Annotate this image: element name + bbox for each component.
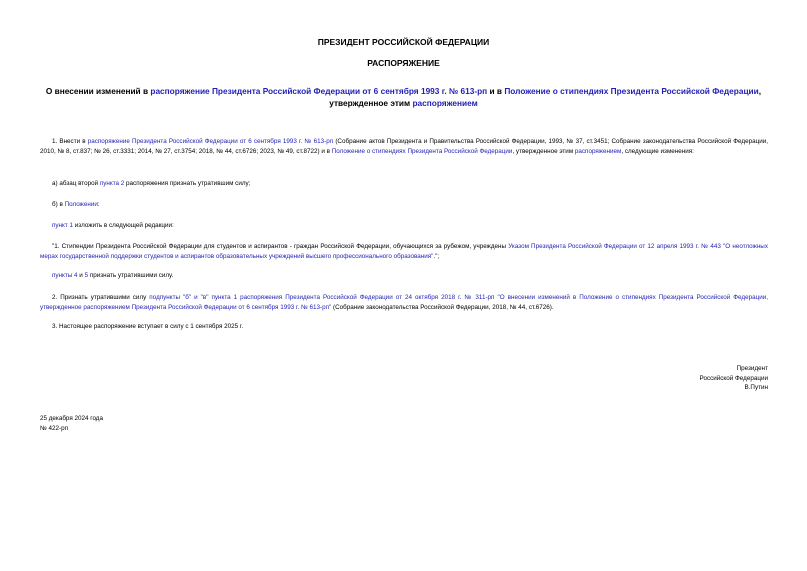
title-text-3: , утвержденное этим — [329, 86, 762, 108]
paragraph-quote — [40, 242, 768, 261]
paragraph-2 — [40, 293, 768, 312]
p1-text-2: (Собрание актов Президента и Правительства Российской Федерации, 1993, № 37, ст.3451; Собрание законодательства Российской Федерации, 2010, № 8, ст.837; № 26, ст.3331; 2014, № 27, ст.3754; 2018, № 44, ст.6726; 2023, № 49, ст.8722) и в — [40, 138, 768, 155]
pp1-text-1: изложить в следующей редакции: — [73, 222, 174, 229]
paragraph-3 — [40, 322, 768, 332]
p45-link-point-4[interactable]: пункты 4 — [52, 272, 78, 279]
p1-link-order[interactable]: распоряжение Президента Российской Федерации от 6 сентября 1993 г. № 613-рп — [87, 138, 334, 145]
document-title — [40, 85, 767, 109]
issuer-heading: ПРЕЗИДЕНТ РОССИЙСКОЙ ФЕДЕРАЦИИ — [317, 37, 490, 47]
document-date: 25 декабря 2024 года — [40, 415, 103, 422]
document-type-heading: РАСПОРЯЖЕНИЕ — [367, 58, 440, 68]
p45-link-point-5[interactable]: 5 — [84, 272, 89, 279]
pa-text-2: распоряжения признать утратившим силу; — [124, 180, 251, 187]
pa-link-point-2[interactable]: пункта 2 — [99, 180, 125, 187]
pq-link-decree[interactable]: Указом Президента Российской Федерации от 12 апреля 1993 г. № 443 "О неотложных мерах государственной поддержки студентов и аспирантов образовательных учреждений высшего профессионального образования" — [40, 243, 768, 260]
p1-text-4: , следующие изменения: — [621, 147, 694, 155]
document-date-block — [40, 414, 103, 433]
signature-title: Президент — [736, 365, 768, 372]
p2-link-subpoints[interactable]: подпункты "б" и "в" пункта 1 распоряжения Президента Российской Федерации от 24 октября 2018 г. № 311-рп "О внесении изменений в Положение о стипендиях Президента Российской Федерации, утвержденное распоряжением Президента Российской Федерации от 6 сентября 1993 г. № 613-рп" — [40, 294, 768, 311]
paragraph-points-4-5 — [40, 271, 768, 281]
pb-text-2: : — [97, 201, 100, 208]
p1-link-order-short[interactable]: распоряжением — [574, 147, 622, 155]
pb-link-regulation[interactable]: Положении — [64, 201, 98, 208]
paragraph-a — [40, 179, 768, 189]
p45-text-2: признать утратившими силу. — [88, 272, 174, 279]
pq-text-1: "1. Стипендии Президента Российской Федерации для студентов и аспирантов - граждан Российской Федерации, обучающихся за рубежом, учреждены — [52, 243, 509, 250]
title-link-regulation[interactable]: Положение о стипендиях Президента Российской Федерации — [504, 86, 759, 96]
title-text-1: О внесении изменений в — [45, 86, 151, 96]
pb-text-1: б) в — [52, 201, 65, 208]
p1-text-3: , утвержденное этим — [512, 147, 575, 155]
title-text-2: и в — [487, 86, 505, 96]
p2-text-2: (Собрание законодательства Российской Федерации, 2018, № 44, ст.6726). — [331, 303, 554, 311]
p1-link-regulation[interactable]: Положение о стипендиях Президента Российской Федерации — [331, 147, 513, 155]
paragraph-point-1 — [40, 221, 768, 231]
title-link-order-short[interactable]: распоряжением — [412, 98, 478, 108]
signature-title-2: Российской Федерации — [699, 374, 768, 382]
title-link-order[interactable]: распоряжение Президента Российской Федерации от 6 сентября 1993 г. № 613-рп — [150, 86, 488, 96]
p2-text-1: 2. Признать утратившими силу — [52, 294, 150, 301]
p3-text-1: 3. Настоящее распоряжение вступает в силу с 1 сентября 2025 г. — [52, 323, 244, 330]
signature-block — [568, 364, 768, 393]
document-number: № 422-рп — [40, 424, 69, 432]
signature-name: В.Путин — [744, 384, 768, 391]
pp1-link-point-1[interactable]: пункт 1 — [52, 222, 73, 229]
pq-text-2: ."; — [433, 252, 440, 260]
paragraph-b — [40, 200, 768, 210]
pa-text-1: а) абзац второй — [52, 180, 100, 187]
p1-text-1: 1. Внести в — [52, 138, 88, 145]
paragraph-1 — [40, 137, 768, 156]
p45-text-1: и — [77, 272, 85, 279]
